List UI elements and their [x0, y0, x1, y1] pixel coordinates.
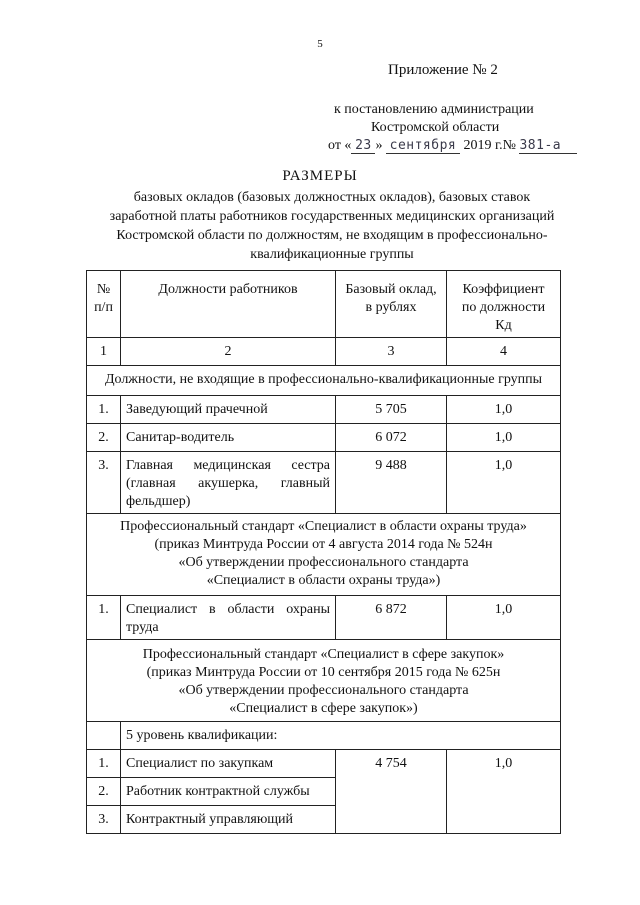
table-header-row	[87, 271, 561, 338]
resolution-line: к постановлению администрации	[334, 102, 534, 117]
position-name: Заведующий прачечной	[121, 396, 336, 424]
document-title: РАЗМЕРЫ	[282, 168, 358, 184]
position-name: Специалист в области охраны труда	[121, 596, 336, 640]
salary-value: 6 072	[336, 424, 447, 452]
section-title: Должности, не входящие в профессионально-квалификационные группы	[87, 366, 561, 396]
row-number: 2.	[87, 424, 121, 452]
subtitle-line: заработной платы работников государственных медицинских организаций	[109, 209, 555, 224]
region-line: Костромской области	[371, 120, 500, 135]
professional-standard-title	[87, 514, 561, 596]
salary-value: 6 872	[336, 596, 447, 640]
qualification-level-row	[87, 722, 561, 750]
date-year-no: 2019 г.№	[463, 138, 516, 153]
salary-table	[86, 270, 561, 834]
row-number: 1.	[87, 596, 121, 640]
date-prefix: от «	[328, 138, 352, 153]
salary-value: 4 754	[336, 750, 447, 834]
column-number: 2	[121, 338, 336, 366]
appendix-title: Приложение № 2	[388, 62, 498, 78]
section-title-row	[87, 366, 561, 396]
standard-line: «Специалист в области охраны труда»)	[206, 573, 441, 588]
row-number: 2.	[87, 778, 121, 806]
standard-line: Профессиональный стандарт «Специалист в сфере закупок»	[142, 647, 505, 662]
row-number: 1.	[87, 396, 121, 424]
standard-line: (приказ Минтруда России от 4 августа 2014 года № 524н	[154, 537, 493, 552]
salary-value: 5 705	[336, 396, 447, 424]
row-number: 3.	[87, 806, 121, 834]
header-salary: Базовый оклад, в рублях	[336, 271, 447, 338]
coefficient-value: 1,0	[447, 452, 561, 514]
column-numbers-row	[87, 338, 561, 366]
position-name: Специалист по закупкам	[121, 750, 336, 778]
page-number: 5	[317, 38, 323, 50]
document-subtitle	[84, 188, 580, 264]
row-number: 1.	[87, 750, 121, 778]
date-line	[328, 138, 577, 154]
date-quote: »	[375, 138, 383, 153]
section-title-row	[87, 514, 561, 596]
table-row	[87, 424, 561, 452]
position-name: Санитар-водитель	[121, 424, 336, 452]
position-name: Главная медицинская сестра (главная акушерка, главный фельдшер)	[121, 452, 336, 514]
header-coef: Коэффициент по должности Кд	[447, 271, 561, 338]
date-day: 23	[351, 139, 375, 154]
salary-value: 9 488	[336, 452, 447, 514]
table-row	[87, 452, 561, 514]
column-number: 1	[87, 338, 121, 366]
subtitle-line: квалификационные группы	[250, 247, 414, 262]
table-row	[87, 396, 561, 424]
header-position: Должности работников	[121, 271, 336, 338]
standard-line: «Об утверждении профессионального стандарта	[178, 683, 469, 698]
table-row	[87, 750, 561, 778]
column-number: 4	[447, 338, 561, 366]
standard-line: «Специалист в сфере закупок»)	[229, 701, 418, 716]
header-num: № п/п	[87, 271, 121, 338]
coefficient-value: 1,0	[447, 424, 561, 452]
professional-standard-title	[87, 640, 561, 722]
qualification-level: 5 уровень квалификации:	[121, 722, 561, 750]
position-name: Работник контрактной службы	[121, 778, 336, 806]
coefficient-value: 1,0	[447, 596, 561, 640]
table-row	[87, 596, 561, 640]
subtitle-line: базовых окладов (базовых должностных окладов), базовых ставок	[133, 190, 531, 205]
standard-line: «Об утверждении профессионального стандарта	[178, 555, 469, 570]
section-title-row	[87, 640, 561, 722]
column-number: 3	[336, 338, 447, 366]
position-name: Контрактный управляющий	[121, 806, 336, 834]
resolution-number: 381-а	[519, 139, 577, 154]
standard-line: Профессиональный стандарт «Специалист в области охраны труда»	[120, 519, 527, 534]
subtitle-line: Костромской области по должностям, не входящим в профессионально-	[116, 228, 548, 243]
standard-line: (приказ Минтруда России от 10 сентября 2015 года № 625н	[146, 665, 501, 680]
empty-cell	[87, 722, 121, 750]
coefficient-value: 1,0	[447, 396, 561, 424]
coefficient-value: 1,0	[447, 750, 561, 834]
row-number: 3.	[87, 452, 121, 514]
date-month: сентября	[386, 139, 460, 154]
